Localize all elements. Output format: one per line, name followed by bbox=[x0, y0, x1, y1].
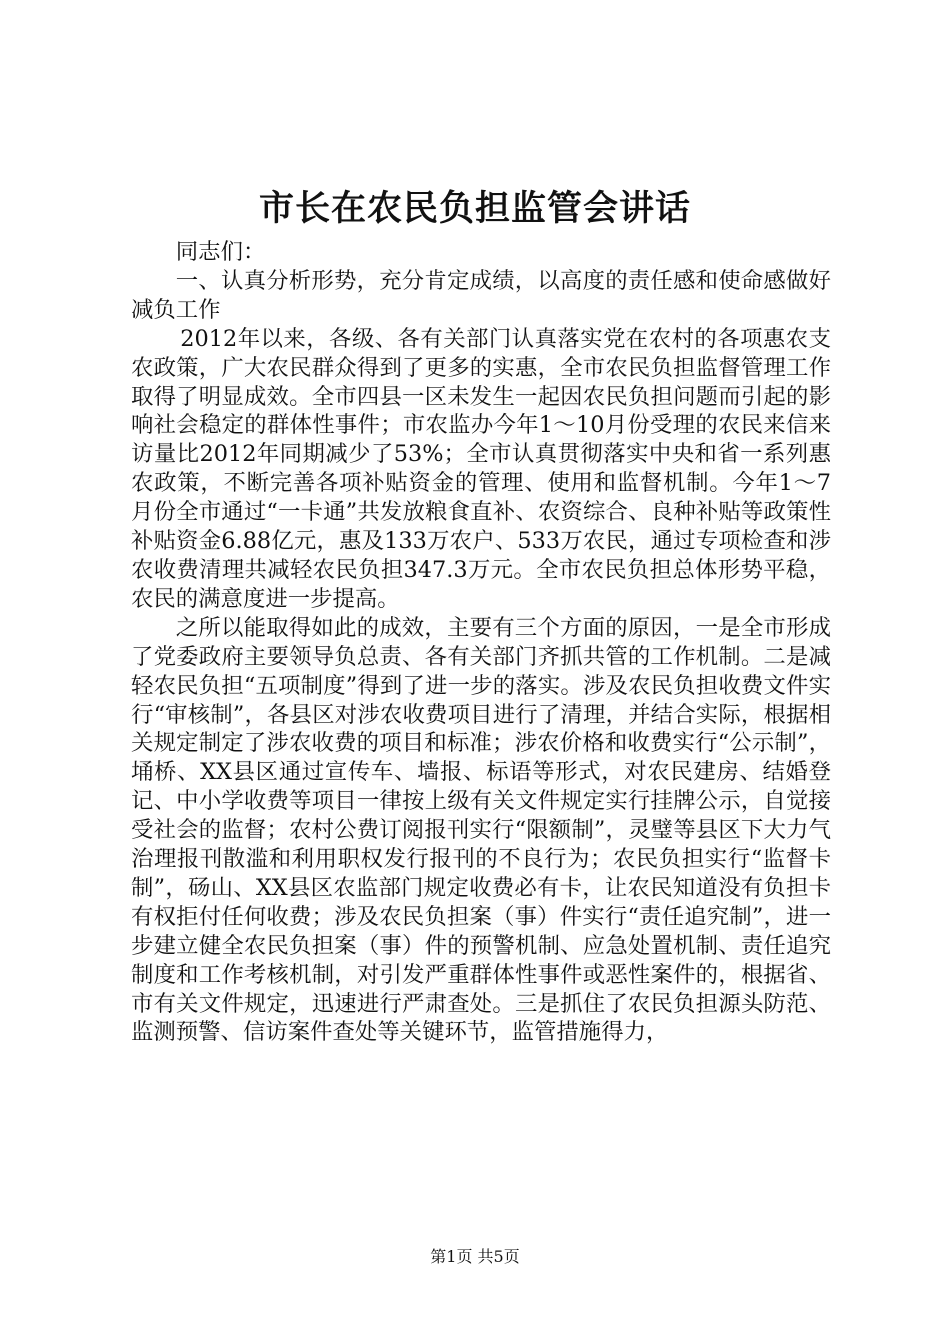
document-body bbox=[131, 238, 831, 1047]
section-heading-paragraph: 一、认真分析形势，充分肯定成绩，以高度的责任感和使命感做好减负工作 bbox=[131, 267, 831, 323]
reasons-paragraph: 之所以能取得如此的成效，主要有三个方面的原因，一是全市形成了党委政府主要领导负总责、各有关部门齐抓共管的工作机制。二是减轻农民负担“五项制度”得到了进一步的落实。涉及农民负担收费文件实行“审核制”，各县区对涉农收费项目进行了清理，并结合实际，根据相关规定制定了涉农收费的项目和标准；涉农价格和收费实行“公示制”，埇桥、XX县区通过宣传车、墙报、标语等形式，对农民建房、结婚登记、中小学收费等项目一律按上级有关文件规定实行挂牌公示，自觉接受社会的监督；农村公费订阅报刊实行“限额制”，灵璧等县区下大力气治理报刊散滥和利用职权发行报刊的不良行为；农民负担实行“监督卡制”，砀山、XX县区农监部门规定收费必有卡，让农民知道没有负担卡有权拒付任何收费；涉及农民负担案（事）件实行“责任追究制”，进一步建立健全农民负担案（事）件的预警机制、应急处置机制、责任追究制度和工作考核机制，对引发严重群体性事件或恶性案件的，根据省、市有关文件规定，迅速进行严肃查处。三是抓住了农民负担源头防范、监测预警、信访案件查处等关键环节，监管措施得力， bbox=[131, 614, 831, 1046]
achievements-paragraph: 2012年以来，各级、各有关部门认真落实党在农村的各项惠农支农政策，广大农民群众得到了更多的实惠，全市农民负担监督管理工作取得了明显成效。全市四县一区未发生一起因农民负担问题而引起的影响社会稳定的群体性事件；市农监办今年1～10月份受理的农民来信来访量比2012年同期减少了53%；全市认真贯彻落实中央和省一系列惠农政策，不断完善各项补贴资金的管理、使用和监督机制。今年1～7月份全市通过“一卡通”共发放粮食直补、农资综合、良种补贴等政策性补贴资金6.88亿元，惠及133万农户、533万农民，通过专项检查和涉农收费清理共减轻农民负担347.3万元。全市农民负担总体形势平稳，农民的满意度进一步提高。 bbox=[131, 325, 831, 612]
page-number-footer: 第1页 共5页 bbox=[430, 1247, 520, 1266]
salutation-paragraph: 同志们： bbox=[175, 239, 266, 265]
page-title: 市长在农民负担监管会讲话 bbox=[258, 188, 691, 229]
